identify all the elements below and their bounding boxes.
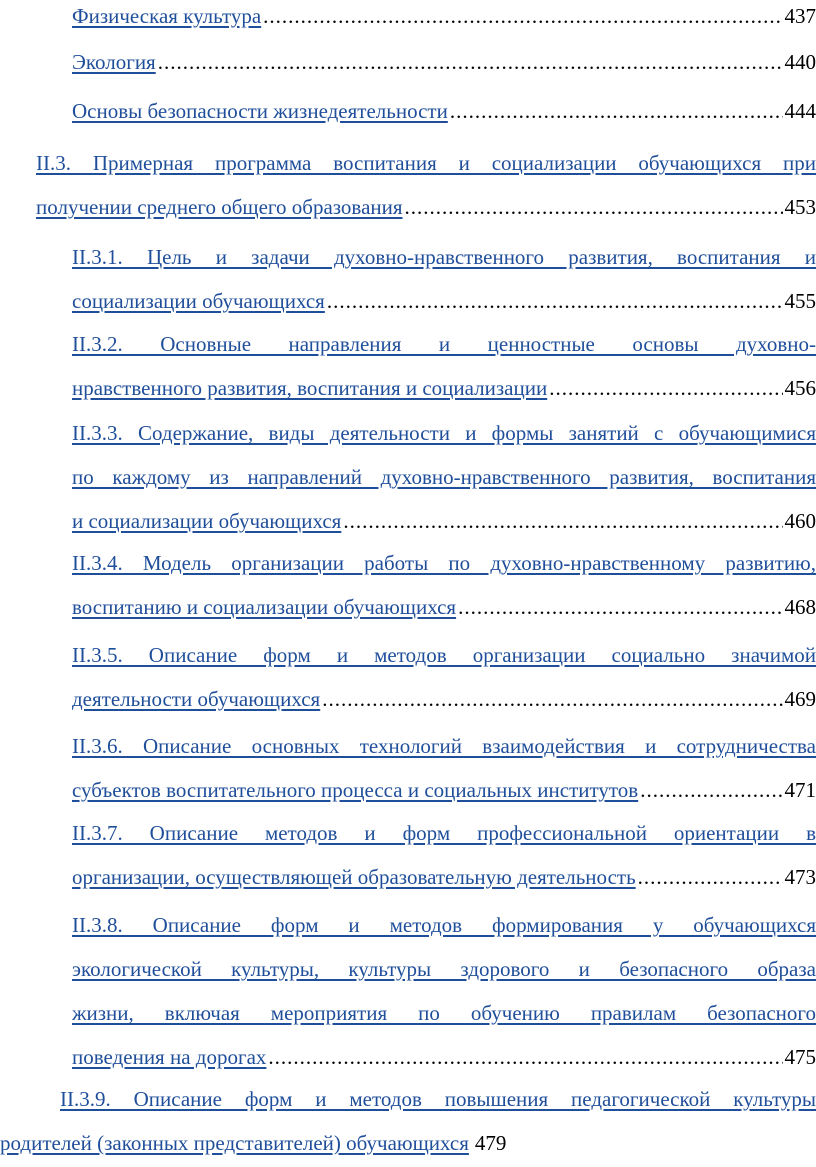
toc-link[interactable]: социализации обучающихся xyxy=(72,289,325,313)
toc-link[interactable]: Экология xyxy=(72,50,156,74)
toc-link[interactable]: II.3.8. Описание форм и методов формирования у обучающихся xyxy=(72,913,816,937)
page-number: 475 xyxy=(784,1045,816,1069)
toc-link[interactable]: и социализации обучающихся xyxy=(72,509,342,533)
toc-entry-ii-3-9[interactable] xyxy=(0,1077,816,1165)
page-number: 444 xyxy=(784,99,816,123)
dot-leader xyxy=(458,585,782,629)
toc-entry-ii-3-1[interactable] xyxy=(72,235,816,323)
toc-entry-ii-3-2[interactable] xyxy=(72,322,816,410)
toc-link[interactable]: организации, осуществляющей образовательную деятельность xyxy=(72,865,636,889)
dot-leader xyxy=(268,1035,782,1079)
toc-link[interactable]: II.3.4. Модель организации работы по духовно-нравственному развитию, xyxy=(72,551,816,575)
page-number: 437 xyxy=(784,4,816,28)
page-number: 440 xyxy=(784,50,816,74)
toc-link[interactable]: II.3. Примерная программа воспитания и социализации обучающихся при xyxy=(36,151,816,175)
toc-entry-fizicheskaya-kultura[interactable] xyxy=(72,0,816,38)
dot-leader xyxy=(327,279,783,323)
toc-link[interactable]: II.3.5. Описание форм и методов организации социально значимой xyxy=(72,643,816,667)
toc-entry-ekologiya[interactable] xyxy=(72,40,816,84)
toc-link[interactable]: II.3.2. Основные направления и ценностные основы духовно- xyxy=(72,332,816,356)
dot-leader xyxy=(158,40,783,84)
toc-link[interactable]: Основы безопасности жизнедеятельности xyxy=(72,99,448,123)
toc-entry-ii-3-7[interactable] xyxy=(72,811,816,899)
toc-link[interactable]: родителей (законных представителей) обучающихся xyxy=(0,1131,469,1155)
page-number: 469 xyxy=(784,687,816,711)
toc-link[interactable]: воспитанию и социализации обучающихся xyxy=(72,595,457,619)
toc-entry-ii-3-6[interactable] xyxy=(72,724,816,812)
toc-link[interactable]: II.3.6. Описание основных технологий взаимодействия и сотрудничества xyxy=(72,734,816,758)
page-number: 453 xyxy=(784,195,816,219)
toc-link[interactable]: жизни, включая мероприятия по обучению правилам безопасного xyxy=(72,1001,816,1025)
toc-link[interactable]: II.3.9. Описание форм и методов повышения педагогической культуры xyxy=(60,1087,816,1111)
page-number: 468 xyxy=(784,595,816,619)
toc-link[interactable]: II.3.3. Содержание, виды деятельности и формы занятий с обучающимися xyxy=(72,421,816,445)
toc-link[interactable]: по каждому из направлений духовно-нравственного развития, воспитания xyxy=(72,465,816,489)
page-number: 473 xyxy=(784,865,816,889)
page-number: 460 xyxy=(784,509,816,533)
toc-entry-obzh[interactable] xyxy=(72,89,816,133)
dot-leader xyxy=(263,0,782,38)
dot-leader xyxy=(322,677,782,721)
dot-leader xyxy=(640,768,782,812)
toc-link[interactable]: Физическая культура xyxy=(72,4,262,28)
toc-link[interactable]: деятельности обучающихся xyxy=(72,687,321,711)
toc-link[interactable]: нравственного развития, воспитания и социализации xyxy=(72,376,548,400)
dot-leader xyxy=(549,366,782,410)
dot-leader xyxy=(638,855,783,899)
toc-link[interactable]: поведения на дорогах xyxy=(72,1045,267,1069)
dot-leader xyxy=(405,185,783,229)
toc-link[interactable]: II.3.7. Описание методов и форм профессиональной ориентации в xyxy=(72,821,816,845)
toc-entry-ii-3-5[interactable] xyxy=(72,633,816,721)
dot-leader xyxy=(450,89,783,133)
toc-link[interactable]: получении среднего общего образования xyxy=(36,195,403,219)
toc-link[interactable]: экологической культуры, культуры здорового и безопасного образа xyxy=(72,957,816,981)
page-number: 471 xyxy=(784,778,816,802)
toc-link[interactable]: субъектов воспитательного процесса и социальных институтов xyxy=(72,778,639,802)
toc-link[interactable]: II.3.1. Цель и задачи духовно-нравственного развития, воспитания и xyxy=(72,245,816,269)
dot-leader xyxy=(343,499,782,543)
toc-entry-ii-3-8[interactable] xyxy=(72,903,816,1079)
page-number: 455 xyxy=(784,289,816,313)
toc-entry-ii-3[interactable] xyxy=(36,141,816,229)
page-number: 479 xyxy=(474,1131,507,1155)
toc-entry-ii-3-3[interactable] xyxy=(72,411,816,543)
page-number: 456 xyxy=(784,376,816,400)
toc-entry-ii-3-4[interactable] xyxy=(72,541,816,629)
